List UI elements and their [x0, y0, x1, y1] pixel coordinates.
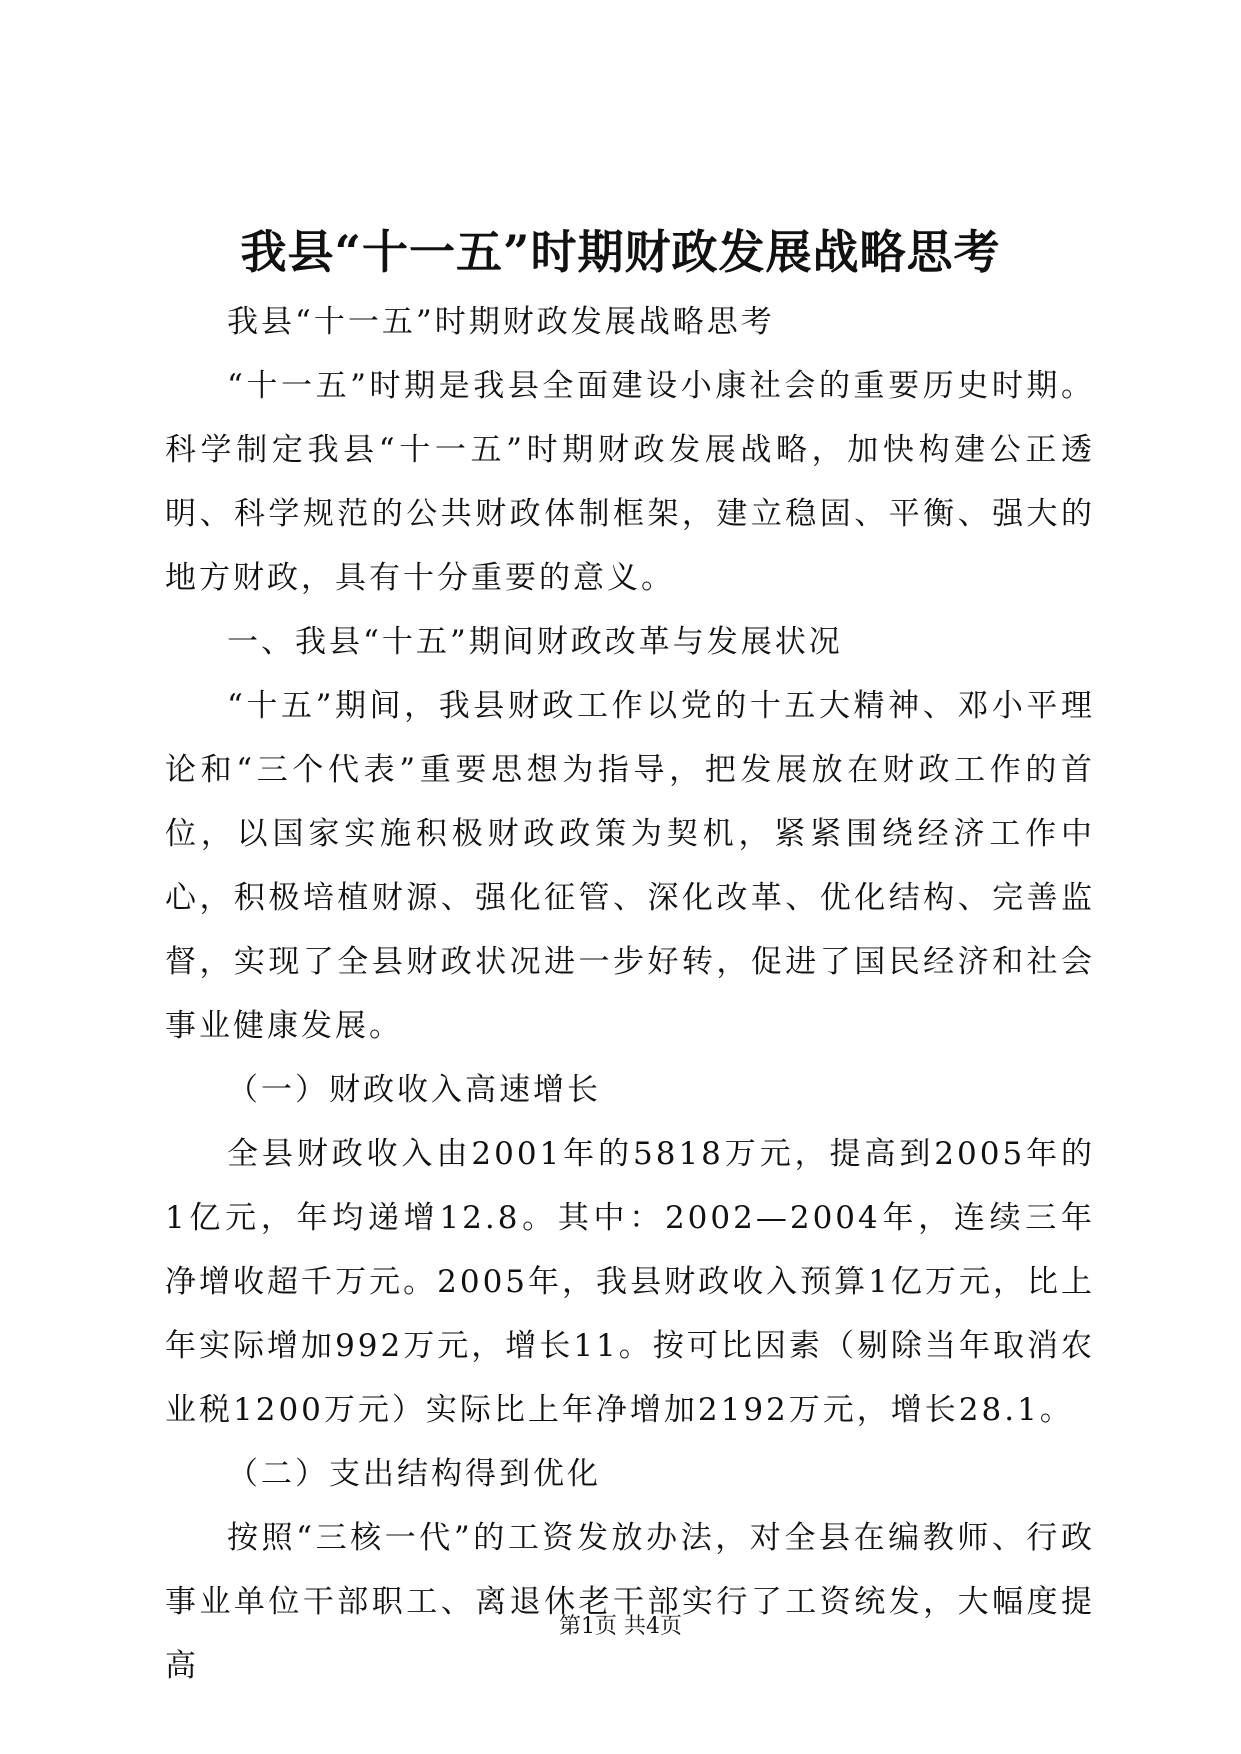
subsection-heading: （二）支出结构得到优化 — [227, 1456, 601, 1492]
body-paragraph: “十五”期间，我县财政工作以党的十五大精神、邓小平理论和“三个代表”重要思想为指导，把发展放在财政工作的首位，以国家实施积极财政政策为契机，紧紧围绕经济工作中心，积极培植财源、强化征管、深化改革、优化结构、完善监督，实现了全县财政状况进一步好转，促进了国民经济和社会事业健康发展。 — [165, 688, 1095, 1044]
page-number-footer: 第1页 共4页 — [559, 1614, 682, 1639]
document-title: 我县“十一五”时期财政发展战略思考 — [240, 225, 1001, 279]
body-paragraph: 全县财政收入由2001年的5818万元，提高到2005年的1亿元，年均递增12.8。其中：2002—2004年，连续三年净增收超千万元。2005年，我县财政收入预算1亿万元，比上年实际增加992万元，增长11。按可比因素（剔除当年取消农业税1200万元）实际比上年净增加2192万元，增长28.1。 — [165, 1136, 1095, 1428]
subtitle-paragraph: 我县“十一五”时期财政发展战略思考 — [227, 304, 775, 340]
intro-paragraph: “十一五”时期是我县全面建设小康社会的重要历史时期。科学制定我县“十一五”时期财政发展战略，加快构建公正透明、科学规范的公共财政体制框架，建立稳固、平衡、强大的地方财政，具有十分重要的意义。 — [165, 368, 1095, 596]
body-paragraph: 按照“三核一代”的工资发放办法，对全县在编教师、行政事业单位干部职工、离退休老干部实行了工资统发，大幅度提高 — [165, 1520, 1095, 1684]
section-heading: 一、我县“十五”期间财政改革与发展状况 — [227, 624, 843, 660]
subsection-heading: （一）财政收入高速增长 — [227, 1072, 601, 1108]
document-body — [165, 290, 1095, 1698]
